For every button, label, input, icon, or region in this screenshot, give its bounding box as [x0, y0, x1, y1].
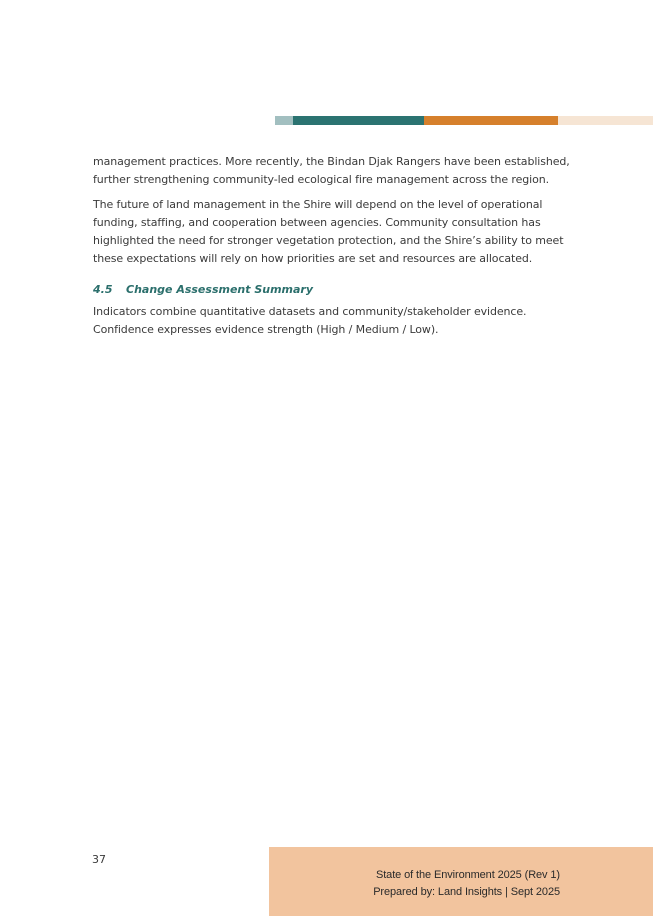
header-bar-segment-orange: [424, 116, 558, 125]
section-number: 4.5: [93, 283, 113, 296]
page-content: [93, 153, 571, 346]
header-bar-segment-light-teal: [275, 116, 293, 125]
section-heading: [93, 282, 571, 298]
header-bar-segment-cream: [558, 116, 653, 125]
footer-box: [269, 847, 653, 916]
page-number: 37: [92, 853, 106, 866]
body-paragraph: The future of land management in the Shire will depend on the level of operational funding, staffing, and cooperation between agencies. Community consultation has highlighted the need for stronger vegetation protection, and the Shire’s ability to meet these expectations will rely on how priorities are set and resources are allocated.: [93, 198, 564, 265]
footer-prepared-by: Prepared by: Land Insights | Sept 2025: [373, 886, 560, 898]
header-bar-segment-teal: [293, 116, 424, 125]
body-paragraph: Indicators combine quantitative datasets and community/stakeholder evidence. Confidence expresses evidence strength (High / Medium / Low).: [93, 305, 527, 336]
body-paragraph: management practices. More recently, the Bindan Djak Rangers have been established, further strengthening community-led ecological fire management across the region.: [93, 155, 570, 186]
footer-document-title: State of the Environment 2025 (Rev 1): [375, 869, 560, 881]
section-title: Change Assessment Summary: [126, 283, 314, 296]
